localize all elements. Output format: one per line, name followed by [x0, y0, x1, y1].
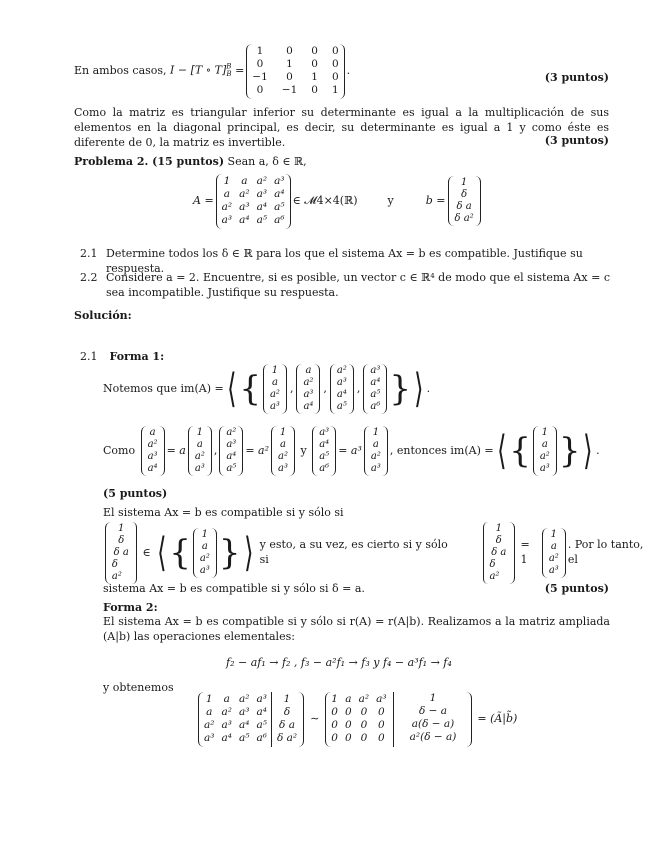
- matrix-entry: a⁵: [256, 719, 267, 732]
- matrix-entry: 0: [344, 732, 352, 745]
- vector-entry: δ a²: [276, 732, 298, 745]
- intro-expr: I − [T ∘ T]$^B_B$: [170, 62, 232, 79]
- column-vector: [263, 364, 287, 414]
- notemos-line: Notemos que im(A) = ⟨ { 1 a a² a³ , a a² a³ a⁴ , a² a³ a⁴ a⁵ , a³ a⁴ a⁵ a⁶ } ⟩ .: [103, 365, 431, 412]
- vector-entry: a²: [147, 439, 158, 450]
- matrix-entry: 0: [286, 45, 293, 57]
- para1-points: (3 puntos): [544, 134, 609, 147]
- matrix-entry: 0: [256, 84, 264, 97]
- vector-entry: a²: [194, 451, 205, 462]
- matrix-entry: 0: [331, 58, 339, 71]
- column-vector: [330, 364, 354, 414]
- matrix-entry: a³: [239, 201, 250, 214]
- vector-entry: 1: [460, 177, 468, 189]
- vector-entry: δ a: [456, 201, 472, 213]
- matrix-entry: a²: [204, 719, 215, 732]
- matrix-entry: a³: [256, 188, 268, 201]
- vector-entry: a⁵: [319, 451, 330, 462]
- vector-entry: a²: [226, 427, 237, 438]
- vec-1c: [364, 426, 388, 476]
- vector-entry: a³: [147, 451, 158, 462]
- vector-entry: a⁴: [319, 439, 330, 450]
- vector-entry: a³: [269, 401, 280, 412]
- vector-entry: a²: [199, 553, 210, 564]
- vector-entry: δ a²: [489, 559, 500, 582]
- vector-entry: a⁴: [303, 401, 314, 412]
- forma1-heading: 2.1 Forma 1:: [80, 350, 165, 363]
- matrix-entry: 0: [344, 706, 352, 719]
- matrix-entry: 0: [311, 45, 318, 57]
- vector-entry: a: [201, 541, 208, 552]
- vector-entry: a²: [336, 365, 347, 376]
- matrix-entry: a³: [274, 175, 285, 187]
- matrix-entry: a⁵: [274, 201, 285, 214]
- matrix-entry: a: [223, 188, 231, 201]
- vector-entry: δ a: [491, 547, 507, 558]
- matrix-entry: 0: [311, 84, 318, 97]
- vec-a3: [312, 426, 336, 476]
- compat-line1: El sistema Ax = b es compatible si y sólo si: [103, 506, 344, 519]
- matrix-entry: 0: [331, 45, 339, 57]
- vector-entry: a³: [226, 439, 237, 450]
- vector-entry: a³: [319, 427, 330, 438]
- matrix-entry: a⁴: [221, 732, 232, 745]
- matrix-entry: a⁵: [238, 732, 250, 745]
- matrix-entry: a²: [221, 201, 233, 214]
- vector-entry: a²: [278, 451, 288, 462]
- vector-entry: a⁵: [226, 463, 237, 474]
- vector-entry: 1: [495, 523, 502, 534]
- problem-title: Problema 2. (15 puntos): [74, 155, 225, 168]
- y-word: y: [387, 193, 394, 207]
- matrix-entry: a³: [204, 732, 215, 745]
- vector-entry: 1: [372, 427, 380, 438]
- como-line: Como a a² a³ a⁴ = a 1 a a² a³ , a² a³ a⁴ a⁵ = a² 1 a a² a³ y a³ a⁴ a⁵ a⁶ = a³ 1 a a² a³ , entonces im(A) = ⟨ { 1 a a² a³ } ⟩ .: [103, 427, 600, 474]
- vector-entry: a: [541, 439, 548, 450]
- vector-entry: a³: [278, 463, 288, 474]
- matrix-entry: 0: [256, 58, 264, 71]
- points-5a: (5 puntos): [103, 487, 168, 500]
- vector-entry: a³: [548, 565, 559, 576]
- vector-entry: a³: [539, 463, 550, 474]
- matrix-entry: a²: [239, 188, 250, 201]
- vector-entry: a⁴: [336, 389, 347, 400]
- elementary-ops: f₂ − af₁ → f₂ , f₃ − a²f₁ → f₃ y f₄ − a³f₁ → f₄: [226, 656, 452, 669]
- matrix-entry: 0: [360, 732, 368, 745]
- matrix-entry: 0: [331, 706, 338, 719]
- matrix-entry: 1: [286, 58, 293, 71]
- vector-entry: δ: [461, 189, 468, 201]
- matrix-entry: a⁶: [256, 732, 267, 745]
- vector-entry: δ: [283, 706, 291, 719]
- matrix-entry: a³: [256, 693, 267, 705]
- vector-entry: 1: [201, 529, 209, 540]
- intro-line: [74, 44, 350, 99]
- vector-entry: a²: [303, 377, 314, 388]
- matrix-entry: 1: [311, 71, 318, 84]
- compat-vec-1: [542, 528, 566, 578]
- vec-1: [188, 426, 212, 476]
- vector-entry: a⁵: [336, 401, 347, 412]
- problem-text: Sean a, δ ∈ ℝ,: [227, 155, 307, 168]
- item-2-1: 2.1 Determine todos los δ ∈ ℝ para los que el sistema Ax = b es compatible. Justifique su respuesta.: [80, 247, 583, 275]
- vector-entry: a³: [370, 463, 381, 474]
- intro-eq: =: [235, 63, 245, 77]
- matrix-entry: a⁴: [239, 214, 250, 227]
- paragraph-triangular: Como la matriz es triangular inferior su determinante es igual a la multiplicación de sus elementos en la diagonal principal, es decir, su determinante es igual a 1 y como éste es diferente de 0, la matriz es invertible.: [74, 106, 609, 149]
- matrix-entry: 0: [344, 719, 352, 732]
- matrix-entry: a⁴: [256, 706, 267, 719]
- vector-entry: δ a: [113, 547, 129, 558]
- vector-entry: δ − a: [418, 705, 448, 718]
- matrix-entry: a³: [221, 214, 233, 227]
- matrix-entry: a²: [221, 706, 232, 719]
- matrix-entry: 0: [311, 58, 318, 71]
- b-label: b =: [425, 193, 446, 207]
- vector-entry: a²: [548, 553, 559, 564]
- intro-prefix: En ambos casos,: [74, 63, 167, 77]
- compat-span-set: ⟨ { 1 a a² a³ } ⟩: [156, 529, 253, 576]
- vector-entry: 1: [283, 693, 291, 705]
- matrix-entry: a: [206, 706, 213, 719]
- intro-matrix: [246, 44, 344, 99]
- matrix-entry: −1: [252, 71, 268, 84]
- vector-entry: 1: [429, 692, 437, 704]
- matrix-entry: 1: [331, 693, 338, 705]
- intro-period: .: [346, 63, 351, 77]
- vector-entry: δ a²: [454, 213, 474, 225]
- vector-entry: a³: [336, 377, 347, 388]
- matrix-entry: 1: [223, 175, 231, 187]
- column-vector: [193, 528, 217, 578]
- vector-entry: a⁶: [319, 463, 330, 474]
- column-vector: [363, 364, 387, 414]
- vector-entry: a(δ − a): [411, 718, 455, 731]
- compat-line2: 1 δ δ a δ a² ∈ ⟨ { 1 a a² a³ } ⟩ y esto, a su vez, es cierto si y sólo si 1 δ δ a δ a² = 1 1 a a² a³ . Por lo tanto, el: [103, 522, 655, 584]
- b-vector: [448, 176, 481, 226]
- vec-1b: [271, 426, 295, 476]
- matrix-entry: 0: [360, 706, 368, 719]
- vector-entry: a: [196, 439, 203, 450]
- matrix-entry: 1: [205, 693, 213, 705]
- solution-title: Solución:: [74, 309, 132, 322]
- aug-matrix-left: [198, 692, 304, 747]
- item-2-2: 2.2 Considere a = 2. Encuentre, si es posible, un vector c ∈ ℝ⁴ de modo que el sistema Ax = c sea incompatible. Justifique su respuesta.: [80, 271, 610, 299]
- matrix-entry: a: [223, 693, 230, 705]
- vector-entry: a³: [194, 463, 205, 474]
- vector-entry: 1: [118, 523, 125, 534]
- matrix-entry: 0: [331, 71, 339, 84]
- vec-a2: [219, 426, 243, 476]
- matrix-entry: 0: [331, 732, 338, 745]
- vector-entry: a³: [303, 389, 314, 400]
- matrix-entry: a: [241, 175, 248, 187]
- problem-heading: [74, 155, 307, 170]
- vector-entry: 1: [196, 427, 204, 438]
- matrix-entry: a⁴: [238, 719, 250, 732]
- matrix-entry: −1: [281, 84, 298, 97]
- compat-line3: sistema Ax = b es compatible si y sólo si δ = a.: [103, 582, 365, 595]
- matrix-entry: a³: [376, 693, 387, 705]
- vector-entry: a³: [199, 565, 210, 576]
- matrix-entry: a³: [221, 719, 232, 732]
- vector-entry: a²(δ − a): [409, 731, 457, 744]
- matrix-entry: 0: [286, 71, 293, 84]
- vector-entry: a³: [370, 365, 381, 376]
- matrix-entry: 0: [360, 719, 368, 732]
- matrix-entry: 0: [378, 706, 385, 719]
- span-set: ⟨ { 1 a a² a³ , a a² a³ a⁴ , a² a³ a⁴ a⁵ , a³ a⁴ a⁵ a⁶ } ⟩: [226, 365, 424, 412]
- vector-entry: δ a²: [111, 559, 122, 582]
- vector-entry: a²: [370, 451, 381, 462]
- problem-definitions: [193, 174, 483, 229]
- vector-entry: δ: [495, 535, 502, 546]
- forma2-heading: Forma 2:: [103, 601, 158, 614]
- A-label: A =: [193, 193, 214, 207]
- matrix-entry: a⁶: [274, 214, 285, 227]
- vector-entry: δ: [118, 535, 125, 546]
- augmented-reduction: 1 a a² a³ a a² a³ a⁴ a² a³ a⁴ a⁵ a³ a⁴ a⁵ a⁶ 1 δ δ a δ a² ∼ 1 a a² a³ 0 0 0 0 0 0 0 0 0 0 0 0 1 δ − a a(δ − a) a²(δ − a) = (Ã|b̃): [196, 692, 517, 747]
- membership: ∈ 𝓜4×4(ℝ): [292, 193, 358, 207]
- vector-entry: a⁴: [226, 451, 237, 462]
- matrix-entry: a²: [358, 693, 370, 705]
- vector-entry: a: [550, 541, 557, 552]
- obtenemos: y obtenemos: [103, 681, 174, 694]
- matrix-entry: a⁴: [274, 188, 285, 201]
- matrix-entry: 0: [331, 719, 338, 732]
- aug-matrix-right: [325, 692, 472, 747]
- compat-b-vec: [105, 522, 137, 584]
- vector-entry: 1: [271, 365, 279, 376]
- matrix-entry: 0: [378, 719, 385, 732]
- vector-entry: a⁴: [370, 377, 381, 388]
- vector-entry: 1: [279, 427, 287, 438]
- span-set-single: ⟨ { 1 a a² a³ } ⟩: [496, 427, 593, 474]
- vector-entry: a⁵: [370, 389, 381, 400]
- vector-entry: a: [372, 439, 379, 450]
- matrix-entry: a³: [238, 706, 250, 719]
- vector-entry: a⁴: [147, 463, 158, 474]
- points-5b: (5 puntos): [544, 582, 609, 595]
- matrix-entry: a⁴: [256, 201, 268, 214]
- vector-entry: a: [271, 377, 278, 388]
- column-vector: [296, 364, 320, 414]
- column-vector: [533, 426, 557, 476]
- vec-a: [141, 426, 165, 476]
- matrix-entry: a²: [238, 693, 250, 705]
- matrix-entry: a²: [256, 175, 268, 187]
- vector-entry: a⁶: [370, 401, 381, 412]
- vector-entry: a: [149, 427, 156, 438]
- vector-entry: a²: [269, 389, 280, 400]
- matrix-entry: 1: [256, 45, 264, 57]
- vector-entry: a²: [539, 451, 550, 462]
- intro-points: (3 puntos): [544, 71, 609, 84]
- vector-entry: a: [305, 365, 312, 376]
- vector-entry: 1: [550, 529, 558, 540]
- A-matrix: [216, 174, 291, 229]
- matrix-entry: 1: [331, 84, 339, 97]
- matrix-entry: 0: [378, 732, 385, 745]
- vector-entry: 1: [541, 427, 549, 438]
- notemos-text: Notemos que im(A) =: [103, 381, 224, 395]
- vector-entry: a: [280, 439, 286, 450]
- vector-entry: δ a: [279, 719, 295, 732]
- matrix-entry: a: [345, 693, 352, 705]
- matrix-entry: a⁵: [256, 214, 268, 227]
- forma2-text: El sistema Ax = b es compatible si y sólo si r(A) = r(A|b). Realizamos a la matriz ampliada (A|b) las operaciones elementales:: [103, 615, 610, 643]
- compat-b-vec-2: [483, 522, 515, 584]
